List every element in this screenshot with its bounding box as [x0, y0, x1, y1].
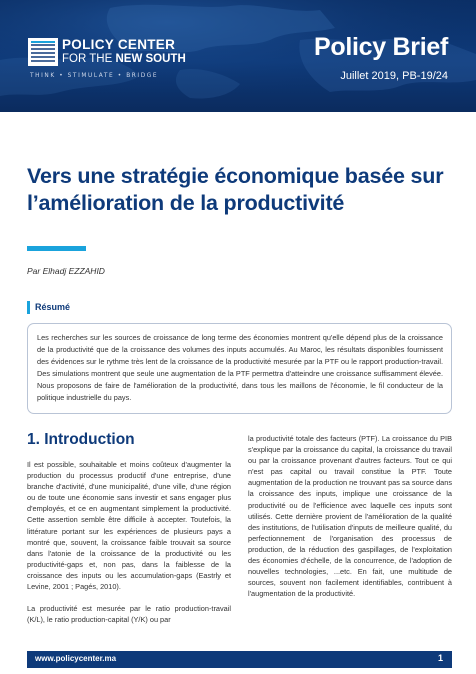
title-accent-rule	[27, 246, 86, 251]
resume-box: Les recherches sur les sources de croissance de long terme des économies montrent qu'elle dépend plus de la croissance de la productivité que de la croissance des volumes des inputs accumulés. Au Maroc, les résultats disponibles fournissent des évidences sur le rythme très lent de la croissance de la productivité mesurée par la PTF ou le rapport production-travail. Des simulations montrent que seule une augmentation de la PTF permettra d'atteindre une croissance suffisamment élevée. Nous proposons de faire de l'amélioration de la productivité, dans tous les maillons de l'économie, le fil conducteur de la politique industrielle du pays.	[27, 323, 452, 414]
brief-title: Policy Brief	[314, 33, 448, 61]
logo-line2-bold: NEW SOUTH	[115, 53, 186, 65]
author-byline: Par Elhadj EZZAHID	[27, 266, 105, 276]
left-column	[27, 430, 231, 625]
logo-line1: POLICY CENTER	[62, 37, 176, 52]
intro-paragraph-2: La productivité est mesurée par le ratio production-travail (K/L), le ratio production-capital (Y/K) ou par	[27, 604, 231, 625]
logo-line2-prefix: FOR THE	[62, 53, 116, 65]
section-heading-introduction: 1. Introduction	[27, 431, 135, 448]
website-link[interactable]: www.policycenter.ma	[35, 654, 117, 663]
right-column	[248, 433, 452, 599]
brief-date: Juillet 2019, PB-19/24	[340, 70, 448, 82]
intro-paragraph-1: Il est possible, souhaitable et moins coûteux d'augmenter la production du processus productif d'une entreprise, d'une branche d'activité, d'une municipalité, d'une ville, d'une région ou de toute une économie sans investir et sans engager plus d'employés, et ce en augmentant simplement la productivité. Cette assertion semble être difficile à accepter. Toutefois, la littérature portant sur les expériences de plusieurs pays a montré que, souvent, la croissance faible trouvait sa source dans l'atonie de la croissance de la productivité ou les productivité-gaps et, non pas, dans la faiblesse de la croissance des inputs ou les accumulation-gaps (Eastrly et Levine, 2001 ; Pagés, 2010).	[27, 460, 231, 592]
page-footer	[27, 651, 452, 668]
page-number: 1	[437, 653, 443, 663]
policy-center-logo-icon	[28, 38, 58, 66]
logo-line2	[62, 52, 186, 66]
document-title: Vers une stratégie économique basée sur l’amélioration de la productivité	[27, 164, 444, 215]
logo-wordmark	[62, 38, 186, 66]
intro-paragraph-3: la productivité totale des facteurs (PTF). La croissance du PIB s'explique par la croissance du capital, la croissance du travail ou par la croissance provenant d'autres facteurs. Tout ce qui n'est pas capital ou travail constitue la PTF. Toute augmentation de la production ne trouvant pas sa source dans la croissance des inputs, implique une croissance de la productivité ou de l'efficience avec laquelle ces inputs sont utilisés. Cette dernière provient de l'amélioration de la qualité des institutions, de l'utilisation d'inputs de meilleure qualité, du perfectionnement de l'organisation des processus de production, de la réduction des gaspillages, de l'exploitation des économies d'échelle, de la concurrence, de l'adoption de nouvelles technologies, ...etc. En fait, une multitude de sources, souvent non facilement identifiables, contribuent à l'augmentation de la productivité.	[248, 434, 452, 599]
header-banner	[0, 0, 476, 112]
resume-heading-text: Résumé	[35, 302, 71, 312]
logo-tagline: THINK • STIMULATE • BRIDGE	[30, 73, 159, 79]
resume-heading	[27, 302, 70, 312]
